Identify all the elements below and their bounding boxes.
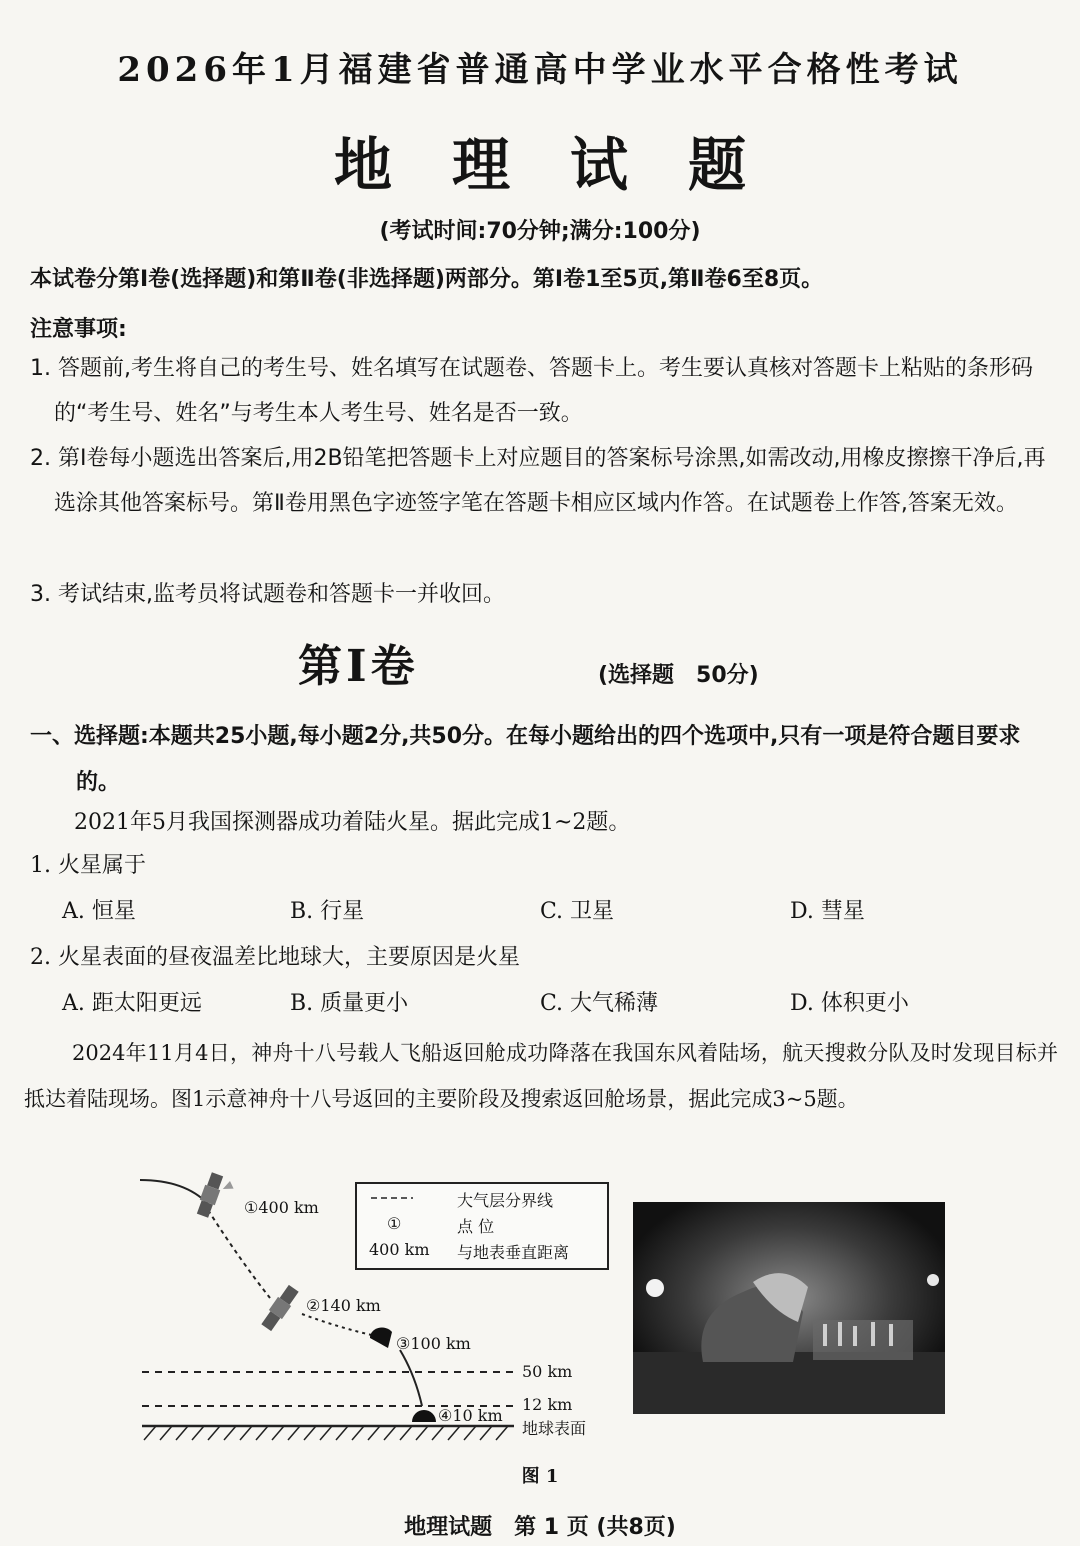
q2-option-b: B. 质量更小: [290, 991, 409, 1016]
line-50km-label: 50 km: [522, 1362, 573, 1381]
legend-dash-label: 大气层分界线: [457, 1191, 554, 1210]
surface-label: 地球表面: [522, 1419, 587, 1438]
q1-option-d: D. 彗星: [790, 899, 865, 924]
legend-dist-symbol: 400 km: [369, 1240, 430, 1259]
q2-option-d: D. 体积更小: [790, 991, 909, 1016]
search-scene-photo: [633, 1202, 945, 1414]
legend-dash-sample: [371, 1196, 413, 1200]
exam-time-info: (考试时间:70分钟;满分:100分): [379, 219, 701, 244]
capsule-icon-4: [412, 1410, 436, 1422]
note-item-3: 3. 考试结束,监考员将试题卷和答题卡一并收回。: [30, 582, 505, 607]
point-2-label: ②140 km: [306, 1296, 381, 1315]
paper-intro: 本试卷分第Ⅰ卷(选择题)和第Ⅱ卷(非选择题)两部分。第Ⅰ卷1至5页,第Ⅱ卷6至8页。: [30, 267, 824, 292]
lead-text-1-2: 2021年5月我国探测器成功着陆火星。据此完成1~2题。: [74, 810, 631, 835]
trajectory-dashed-2: [302, 1314, 376, 1336]
point-4-label: ④10 km: [438, 1406, 503, 1425]
figure-legend: [355, 1182, 609, 1270]
legend-point-label: 点 位: [457, 1217, 495, 1236]
exam-title: 2026年1月福建省普通高中学业水平合格性考试: [117, 50, 963, 90]
ground-hatch: [144, 1426, 508, 1440]
line-12km-label: 12 km: [522, 1395, 573, 1414]
legend-dist-label: 与地表垂直距离: [457, 1243, 570, 1262]
trajectory-descent: [400, 1350, 422, 1406]
capsule-icon-3: [370, 1328, 392, 1348]
question-1-stem: 1. 火星属于: [30, 853, 146, 878]
night-landing-scene: [633, 1202, 945, 1414]
subject-title: 地理试题: [333, 131, 806, 199]
passage-3-5: 2024年11月4日，神舟十八号载人飞船返回舱成功降落在我国东风着陆场，航天搜救分队及时发现目标并抵达着陆现场。图1示意神舟十八号返回的主要阶段及搜索返回舱场景，据此完成3~5题。: [24, 1041, 1058, 1111]
legend-point-symbol: ①: [387, 1214, 402, 1233]
section-heading: 一、选择题:本题共25小题,每小题2分,共50分。在每小题给出的四个选项中,只有一项是符合题目要求的。: [30, 724, 1021, 795]
q1-option-b: B. 行星: [290, 899, 365, 924]
trajectory-arc: [140, 1180, 208, 1204]
q1-option-c: C. 卫星: [540, 899, 615, 924]
part-1-title: 第Ⅰ卷: [298, 641, 419, 692]
page-footer: 地理试题 第 1 页 (共8页): [404, 1515, 676, 1540]
point-1-label: ①400 km: [244, 1198, 319, 1217]
part-1-subtitle: (选择题 50分): [598, 663, 759, 688]
q1-option-a: A. 恒星: [62, 899, 136, 924]
question-2-stem: 2. 火星表面的昼夜温差比地球大，主要原因是火星: [30, 945, 520, 970]
point-3-label: ③100 km: [396, 1334, 471, 1353]
note-item-1: 1. 答题前,考生将自己的考生号、姓名填写在试题卷、答题卡上。考生要认真核对答题卡上粘贴的条形码的“考生号、姓名”与考生本人考生号、姓名是否一致。: [30, 356, 1033, 426]
q2-option-a: A. 距太阳更远: [62, 991, 202, 1016]
trajectory-dashed-1: [208, 1210, 270, 1298]
spacecraft-icon-1: [195, 1172, 236, 1223]
figure-caption: 图 1: [521, 1466, 559, 1487]
q2-option-c: C. 大气稀薄: [540, 991, 659, 1016]
notes-title: 注意事项:: [30, 317, 127, 342]
note-item-2: 2. 第Ⅰ卷每小题选出答案后,用2B铅笔把答题卡上对应题目的答案标号涂黑,如需改动,用橡皮擦擦干净后,再选涂其他答案标号。第Ⅱ卷用黑色字迹签字笔在答题卡相应区域内作答。在试题卷上作答,答案无效。: [30, 446, 1046, 516]
